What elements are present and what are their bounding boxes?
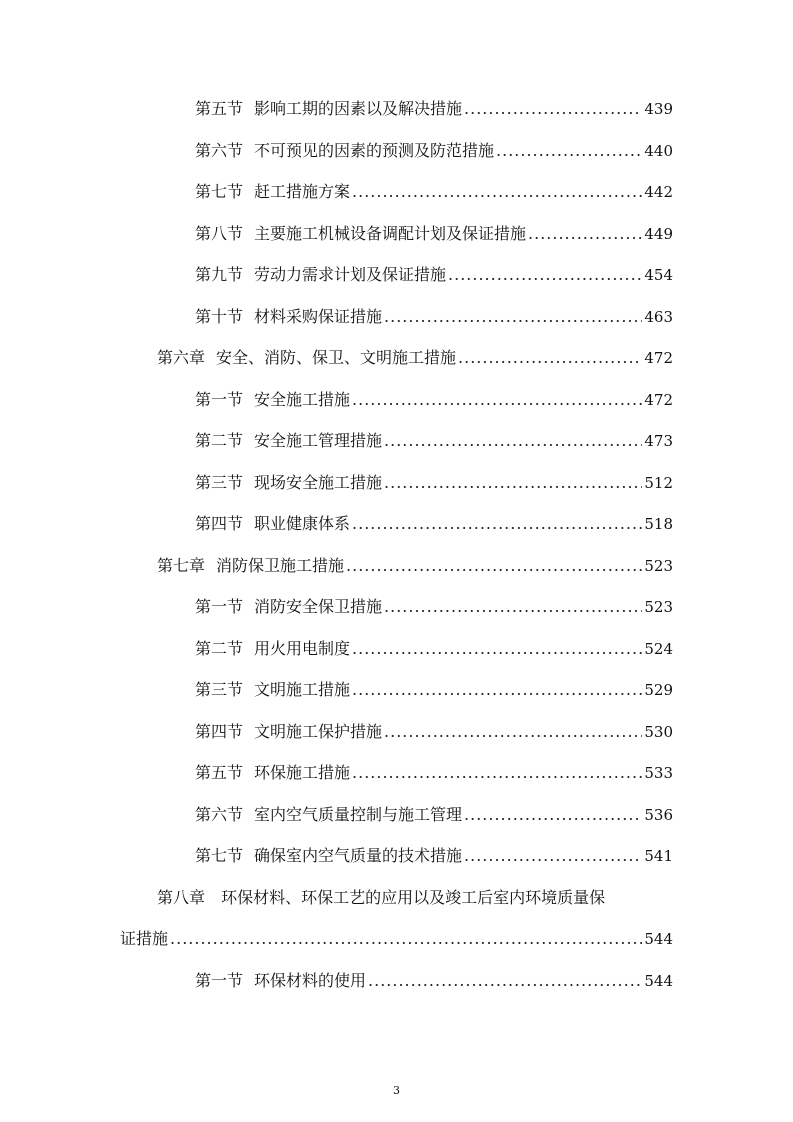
- toc-entry[interactable]: [195, 265, 673, 285]
- toc-entry-page: 454: [644, 266, 673, 284]
- toc-entry-title: 环保材料的使用: [254, 971, 367, 990]
- dot-leader: [384, 473, 642, 493]
- dot-leader: [352, 763, 642, 783]
- toc-entry-page: 472: [644, 349, 673, 367]
- dot-leader: [528, 224, 642, 244]
- toc-entry-title: 职业健康体系: [254, 514, 351, 533]
- toc-entry-number: 第六章: [157, 348, 206, 367]
- toc-entry-title: 文明施工保护措施: [254, 722, 383, 741]
- toc-entry-title: 赶工措施方案: [254, 182, 351, 201]
- page-number: 3: [393, 1084, 400, 1097]
- toc-entry[interactable]: [195, 307, 673, 327]
- dot-leader: [352, 390, 642, 410]
- toc-entry[interactable]: [195, 473, 673, 493]
- toc-entry-page: 544: [644, 972, 673, 990]
- toc-entry-page: 524: [644, 640, 673, 658]
- toc-entry-title: 消防保卫施工措施: [216, 556, 345, 575]
- toc-entry-title: 环保施工措施: [254, 763, 351, 782]
- toc-entry-number: 第八章: [157, 888, 206, 907]
- toc-entry-title: 环保材料、环保工艺的应用以及竣工后室内环境质量保: [221, 888, 606, 907]
- toc-entry[interactable]: [195, 182, 673, 202]
- dot-leader: [368, 971, 642, 991]
- toc-entry-title: 材料采购保证措施: [254, 307, 383, 326]
- toc-entry-title: 现场安全施工措施: [254, 473, 383, 492]
- dot-leader: [464, 846, 642, 866]
- toc-entry-number: 第十节: [195, 307, 244, 326]
- toc-entry-page: 472: [644, 391, 673, 409]
- toc-entry-page: 536: [644, 806, 673, 824]
- toc-entry-title: 文明施工措施: [254, 680, 351, 699]
- dot-leader: [352, 514, 642, 534]
- toc-entry-page: 523: [644, 557, 673, 575]
- toc-entry-page: 463: [644, 308, 673, 326]
- toc-entry-title: 确保室内空气质量的技术措施: [254, 846, 463, 865]
- dot-leader: [384, 307, 642, 327]
- toc-entry-number: 第二节: [195, 431, 244, 450]
- toc-entry-page: 544: [644, 930, 673, 948]
- toc-entry[interactable]: [195, 805, 673, 825]
- toc-entry-number: 第二节: [195, 639, 244, 658]
- toc-entry[interactable]: [195, 514, 673, 534]
- toc-entry-title: 影响工期的因素以及解决措施: [254, 99, 463, 118]
- toc-entry-title: 不可预见的因素的预测及防范措施: [254, 141, 495, 160]
- toc-entry-title: 主要施工机械设备调配计划及保证措施: [254, 224, 527, 243]
- toc-entry-page: 440: [644, 142, 673, 160]
- toc-entry[interactable]: [195, 722, 673, 742]
- toc-entry-title-continued: 证措施: [120, 929, 169, 948]
- toc-entry-title: 安全施工管理措施: [254, 431, 383, 450]
- toc-entry-page: 442: [644, 183, 673, 201]
- toc-entry-number: 第四节: [195, 514, 244, 533]
- toc-entry-number: 第三节: [195, 473, 244, 492]
- toc-entry-page: 473: [644, 432, 673, 450]
- toc-entry-title: 劳动力需求计划及保证措施: [254, 265, 447, 284]
- toc-entry[interactable]: [195, 224, 673, 244]
- toc-entry[interactable]: [195, 431, 673, 451]
- dot-leader: [464, 805, 642, 825]
- toc-entry-page: 523: [644, 598, 673, 616]
- dot-leader: [352, 182, 642, 202]
- toc-entry[interactable]: [195, 390, 673, 410]
- toc-entry-page: 512: [644, 474, 673, 492]
- toc-entry-number: 第五节: [195, 99, 244, 118]
- toc-entry[interactable]: [195, 141, 673, 161]
- toc-entry-number: 第六节: [195, 141, 244, 160]
- dot-leader: [352, 639, 642, 659]
- toc-entry-title: 安全施工措施: [254, 390, 351, 409]
- toc-entry[interactable]: [195, 971, 673, 991]
- toc-entry-number: 第八节: [195, 224, 244, 243]
- dot-leader: [458, 348, 642, 368]
- toc-entry-number: 第一节: [195, 390, 244, 409]
- toc-entry-page: 529: [644, 681, 673, 699]
- toc-entry-number: 第一节: [195, 971, 244, 990]
- dot-leader: [464, 99, 642, 119]
- toc-chapter-entry-line2[interactable]: [120, 929, 673, 949]
- toc-entry[interactable]: [195, 597, 673, 617]
- toc-entry[interactable]: [195, 99, 673, 119]
- toc-entry-number: 第三节: [195, 680, 244, 699]
- dot-leader: [448, 265, 642, 285]
- toc-entry-page: 449: [644, 225, 673, 243]
- toc-entry[interactable]: [195, 763, 673, 783]
- toc-entry-title: 用火用电制度: [254, 639, 351, 658]
- toc-entry-page: 518: [644, 515, 673, 533]
- toc-entry-number: 第七节: [195, 846, 244, 865]
- toc-entry-number: 第九节: [195, 265, 244, 284]
- toc-chapter-entry-line1[interactable]: [157, 888, 677, 908]
- dot-leader: [384, 431, 642, 451]
- toc-entry-number: 第六节: [195, 805, 244, 824]
- toc-entry-number: 第一节: [195, 597, 244, 616]
- toc-chapter-entry[interactable]: [157, 556, 673, 576]
- toc-entry-title: 室内空气质量控制与施工管理: [254, 805, 463, 824]
- toc-entry[interactable]: [195, 639, 673, 659]
- toc-entry-number: 第五节: [195, 763, 244, 782]
- dot-leader: [170, 929, 642, 949]
- toc-entry[interactable]: [195, 680, 673, 700]
- toc-entry-number: 第四节: [195, 722, 244, 741]
- dot-leader: [346, 556, 642, 576]
- toc-entry-title: 消防安全保卫措施: [254, 597, 383, 616]
- dot-leader: [352, 680, 642, 700]
- toc-entry-page: 541: [644, 847, 673, 865]
- dot-leader: [496, 141, 642, 161]
- dot-leader: [384, 597, 642, 617]
- dot-leader: [384, 722, 642, 742]
- toc-entry-page: 530: [644, 723, 673, 741]
- toc-entry-page: 533: [644, 764, 673, 782]
- toc-entry-number: 第七章: [157, 556, 206, 575]
- toc-entry[interactable]: [195, 846, 673, 866]
- toc-entry-title: 安全、消防、保卫、文明施工措施: [216, 348, 457, 367]
- toc-entry-page: 439: [644, 100, 673, 118]
- toc-chapter-entry[interactable]: [157, 348, 673, 368]
- toc-entry-number: 第七节: [195, 182, 244, 201]
